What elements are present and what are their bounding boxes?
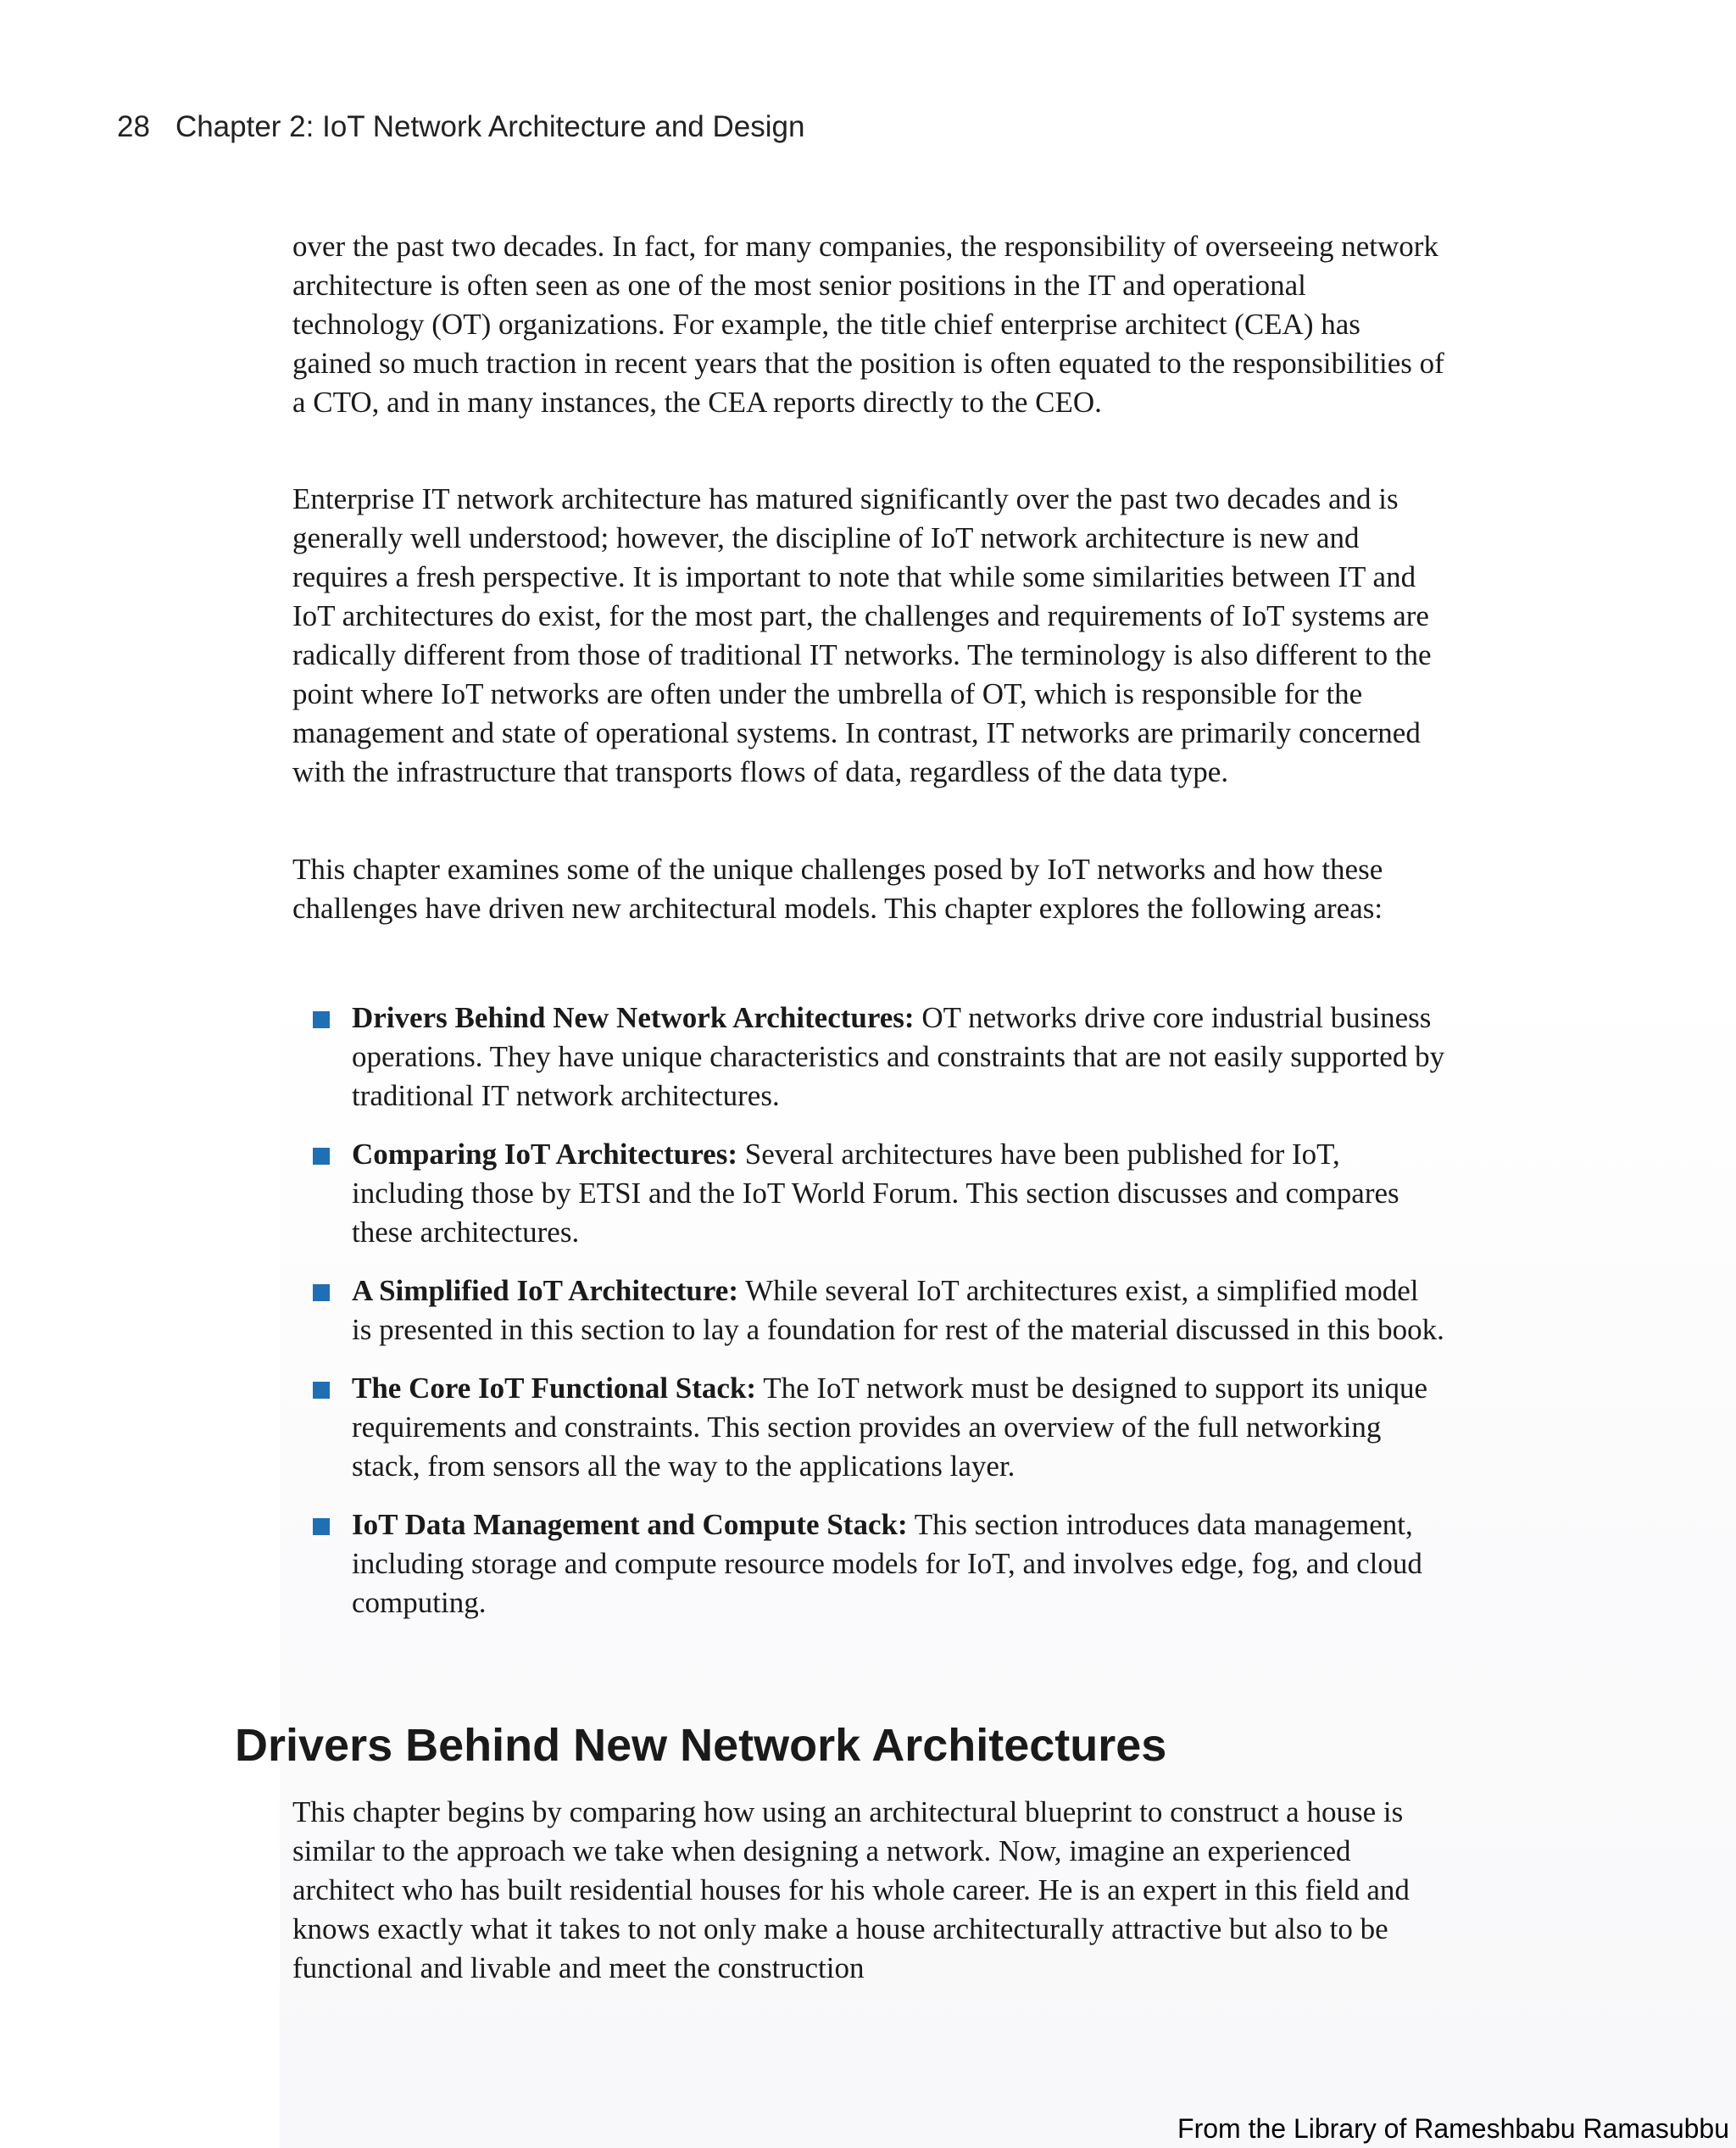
bullet-term: IoT Data Management and Compute Stack: [352,1508,908,1541]
bullet-term: Comparing IoT Architectures: [352,1138,737,1171]
bullet-square-icon [313,1011,330,1028]
bullet-term: The Core IoT Functional Stack: [352,1372,757,1405]
list-item [292,1369,1445,1486]
bullet-term: Drivers Behind New Network Architectures: [352,1001,915,1034]
page-number: 28 [117,110,150,143]
bullet-square-icon [313,1382,330,1399]
bullet-square-icon [313,1148,330,1165]
chapter-title: Chapter 2: IoT Network Architecture and Design [175,110,805,143]
list-item [292,1135,1445,1252]
paragraph-enterprise-it-text: Enterprise IT network architecture has matured significantly over the past two decades and is generally well understood; however, the discipline of IoT network architecture is new and requires a fresh perspective. It is important to note that while some similarities between IT and IoT architectures do exist, for the most part, the challenges and requirements of IoT systems are radically different from those of traditional IT networks. The terminology is also different to the point where IoT networks are often under the umbrella of OT, which is responsible for the management and state of operational systems. In contrast, IT networks are primarily concerned with the infrastructure that transports flows of data, regardless of the data type. [292,482,1432,788]
bullet-text: OT networks drive core industrial business operations. They have unique characteristics and constraints that are not easily supported by traditional IT network architectures. [352,1001,1445,1112]
running-header [117,110,804,144]
bullet-text: Several architectures have been published for IoT, including those by ETSI and the IoT World Forum. This section discusses and compares these architectures. [352,1138,1399,1249]
bullet-square-icon [313,1518,330,1535]
topic-list [292,999,1445,1642]
paragraph-section-text: This chapter begins by comparing how using an architectural blueprint to construct a house is similar to the approach we take when designing a network. Now, imagine an experienced architect who has built residential houses for his whole career. He is an expert in this field and knows exactly what it takes to not only make a house architecturally attractive but also to be functional and livable and meet the construction [292,1795,1410,1984]
paragraph-section [292,1793,1445,1988]
bullet-text: This section introduces data management, including storage and compute resource models for IoT, and involves edge, fog, and cloud computing. [352,1508,1422,1619]
library-footer-note: From the Library of Rameshbabu Ramasubbu [1177,2113,1729,2144]
list-item [292,1505,1445,1622]
paragraph-enterprise-it [292,480,1445,792]
bullet-text: While several IoT architectures exist, a simplified model is presented in this section to lay a foundation for rest of the material discussed in this book. [352,1274,1444,1346]
list-item [292,1272,1445,1349]
paragraph-chapter-overview [292,850,1445,928]
paragraph-chapter-overview-text: This chapter examines some of the unique challenges posed by IoT networks and how these challenges have driven new architectural models. This chapter explores the following areas: [292,853,1383,925]
paragraph-intro [292,227,1445,422]
section-heading: Drivers Behind New Network Architectures [235,1720,1167,1771]
bullet-square-icon [313,1284,330,1301]
paragraph-intro-text: over the past two decades. In fact, for many companies, the responsibility of overseeing network architecture is often seen as one of the most senior positions in the IT and operational technology (OT) organizations. For example, the title chief enterprise architect (CEA) has gained so much traction in recent years that the position is often equated to the responsibilities of a CTO, and in many instances, the CEA reports directly to the CEO. [292,230,1444,419]
list-item [292,999,1445,1116]
bullet-text: The IoT network must be designed to support its unique requirements and constraints. This section provides an overview of the full networking stack, from sensors all the way to the applications layer. [352,1372,1428,1483]
bullet-term: A Simplified IoT Architecture: [352,1274,738,1307]
